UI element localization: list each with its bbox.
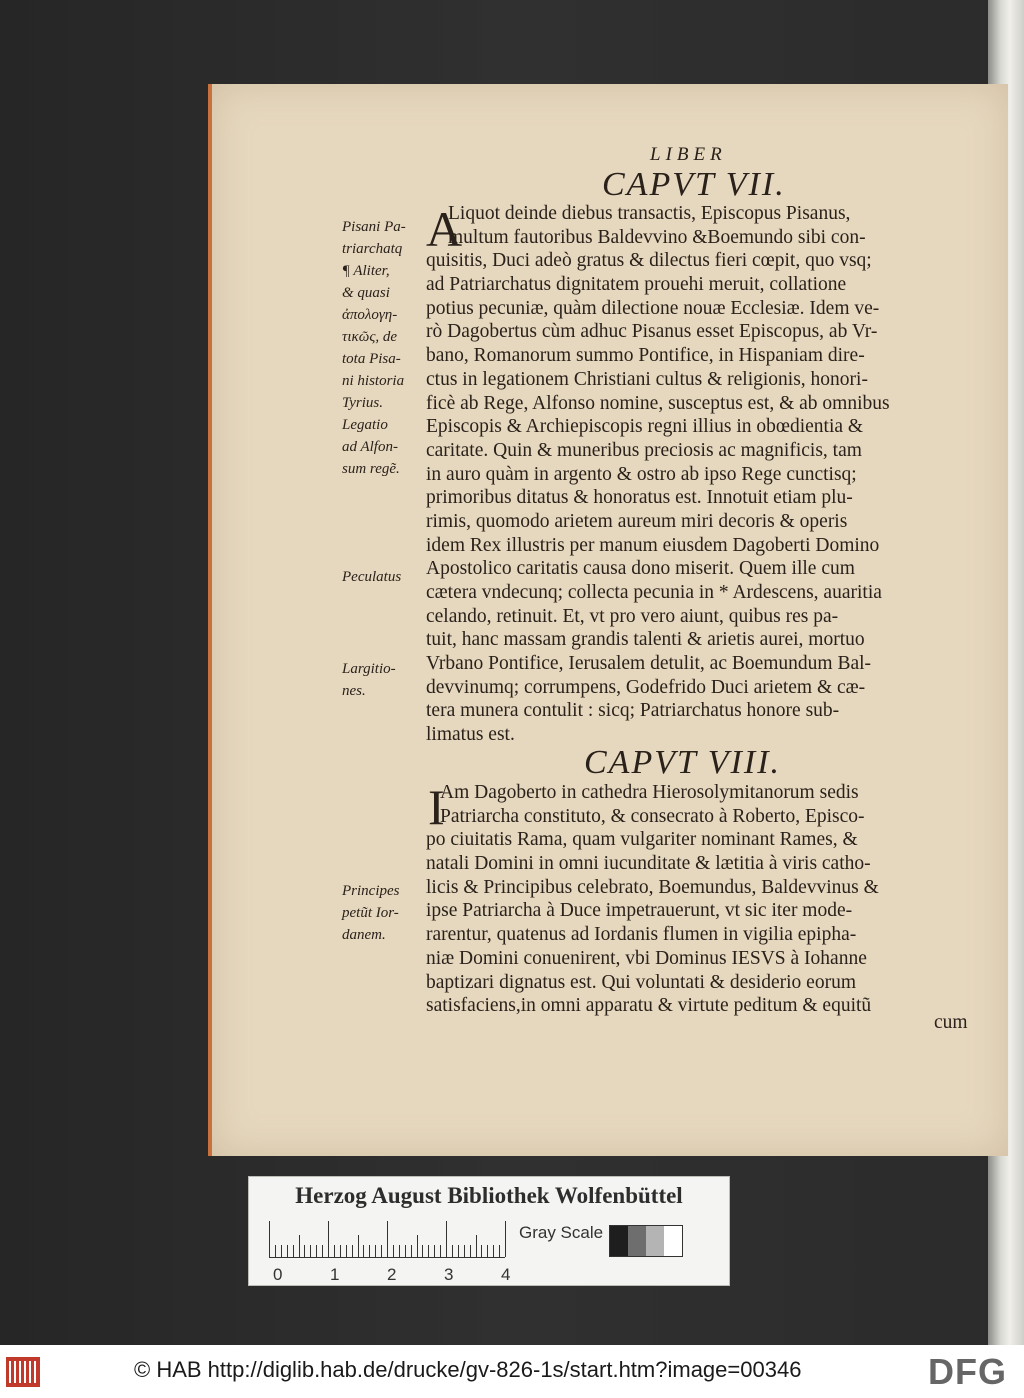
ruler-tick bbox=[328, 1221, 329, 1257]
text-line: po ciuitatis Rama, quam vulgariter nominant Rames, & bbox=[426, 829, 858, 851]
marginal-note-line: & quasi bbox=[342, 285, 390, 301]
ruler-tick bbox=[411, 1245, 412, 1257]
marginal-note-line: sum regẽ. bbox=[342, 461, 400, 477]
ruler-tick bbox=[458, 1245, 459, 1257]
catchword: cum bbox=[934, 1012, 968, 1033]
ruler-tick bbox=[269, 1221, 270, 1257]
text-line: tera munera contulit : sicq; Patriarchatus honore sub- bbox=[426, 700, 840, 722]
text-line: caritate. Quin & muneribus preciosis ac magnificis, tam bbox=[426, 439, 862, 461]
ruler-tick bbox=[417, 1235, 418, 1257]
marginal-note bbox=[342, 216, 426, 480]
text-line: natali Domini in omni iucunditate & lætitia à viris catho- bbox=[426, 853, 871, 875]
measurement-ruler bbox=[269, 1221, 505, 1258]
ruler-tick bbox=[340, 1245, 341, 1257]
marginal-note-line: tota Pisa- bbox=[342, 351, 401, 367]
ruler-tick bbox=[499, 1245, 500, 1257]
text-line: in auro quàm in argento & ostro ab ipso Rege cunctisq; bbox=[426, 463, 857, 485]
attribution-link[interactable]: © HAB http://diglib.hab.de/drucke/gv-826-1s/start.htm?image=00346 bbox=[134, 1357, 802, 1382]
text-line: Liquot deinde diebus transactis, Episcopus Pisanus, bbox=[448, 203, 851, 224]
marginal-note-line: Largitio- bbox=[342, 661, 396, 677]
marginal-note-line: danem. bbox=[342, 927, 386, 943]
ruler-tick bbox=[381, 1245, 382, 1257]
ruler-tick bbox=[299, 1235, 300, 1257]
ruler-tick bbox=[422, 1245, 423, 1257]
text-line: idem Rex illustris per manum eiusdem Dagoberti Domino bbox=[426, 534, 880, 556]
hab-logo-icon bbox=[6, 1355, 40, 1389]
marginal-note-line: Peculatus bbox=[342, 569, 402, 585]
chapter-7-drop-cap: A bbox=[426, 201, 463, 257]
ruler-number: 1 bbox=[330, 1265, 340, 1284]
chapter-7-title: CAPVT VII. bbox=[602, 166, 786, 203]
dfg-logo: DFG bbox=[928, 1351, 1007, 1392]
ruler-tick bbox=[487, 1245, 488, 1257]
ruler-numbers bbox=[249, 1265, 519, 1285]
text-line: rimis, quomodo arietem aureum miri decoris & operis bbox=[426, 510, 848, 532]
text-line: ficè ab Rege, Alfonso nomine, susceptus est, & ab omnibus bbox=[426, 392, 890, 414]
ruler-tick bbox=[316, 1245, 317, 1257]
ruler-tick bbox=[346, 1245, 347, 1257]
marginal-note-line: ¶ Aliter, bbox=[342, 263, 390, 279]
ruler-tick bbox=[434, 1245, 435, 1257]
ruler-tick bbox=[304, 1245, 305, 1257]
ruler-tick bbox=[470, 1245, 471, 1257]
ruler-number: 0 bbox=[273, 1265, 283, 1284]
ruler-tick bbox=[293, 1245, 294, 1257]
marginal-note-line: τικῶς, de bbox=[342, 329, 398, 345]
text-line: potius pecuniæ, quàm dilectione nouæ Ecclesiæ. Idem ve- bbox=[426, 297, 880, 319]
ruler-tick bbox=[440, 1245, 441, 1257]
marginal-note-line: ad Alfon- bbox=[342, 439, 398, 455]
chapter-8-title: CAPVT VIII. bbox=[584, 744, 782, 781]
marginal-note-line: ἀπολογη- bbox=[342, 307, 398, 323]
ruler-number: 4 bbox=[501, 1265, 511, 1284]
ruler-tick bbox=[464, 1245, 465, 1257]
ruler-tick bbox=[399, 1245, 400, 1257]
text-line: ctus in legationem Christiani cultus & religionis, honori- bbox=[426, 368, 868, 390]
marginal-note-line: ni historia bbox=[342, 373, 405, 389]
color-scale-card bbox=[248, 1176, 730, 1286]
text-line: rarentur, quatenus ad Iordanis flumen in vigilia epipha- bbox=[426, 924, 857, 946]
ruler-tick bbox=[505, 1221, 506, 1257]
text-line: Am Dagoberto in cathedra Hierosolymitanorum sedis bbox=[440, 782, 859, 803]
ruler-tick bbox=[393, 1245, 394, 1257]
text-line: limatus est. bbox=[426, 724, 515, 746]
chapter-8-text bbox=[426, 781, 966, 1018]
text-line: Vrbano Pontifice, Ierusalem detulit, ac Boemundum Bal- bbox=[426, 653, 872, 675]
ruler-tick bbox=[493, 1245, 494, 1257]
ruler-tick bbox=[452, 1245, 453, 1257]
ruler-tick bbox=[322, 1245, 323, 1257]
marginal-note-line: Tyrius. bbox=[342, 395, 383, 411]
text-line: cætera vndecunq; collecta pecunia in * Ardescens, auaritia bbox=[426, 582, 882, 603]
text-line: multum fautoribus Baldevvino &Boemundo sibi con- bbox=[448, 226, 866, 248]
ruler-tick bbox=[363, 1245, 364, 1257]
text-line: Episcopis & Archiepiscopis regni illius in obœdientia & bbox=[426, 416, 864, 438]
library-name: Herzog August Bibliothek Wolfenbüttel bbox=[295, 1183, 683, 1208]
gray-swatch bbox=[610, 1226, 628, 1256]
ruler-tick bbox=[387, 1221, 388, 1257]
marginal-note-line: Principes bbox=[342, 883, 400, 899]
gray-swatch bbox=[646, 1226, 664, 1256]
text-line: primoribus ditatus & honoratus est. Innotuit etiam plu- bbox=[426, 487, 853, 509]
text-line: bano, Romanorum summo Pontifice, in Hispaniam dire- bbox=[426, 345, 865, 367]
ruler-tick bbox=[358, 1235, 359, 1257]
marginal-note bbox=[342, 566, 426, 588]
text-line: tuit, hanc massam grandis talenti & arietis aurei, mortuo bbox=[426, 629, 865, 651]
gray-swatch bbox=[628, 1226, 646, 1256]
chapter-7-text bbox=[426, 202, 966, 747]
chapter-8-drop-cap: I bbox=[428, 779, 445, 835]
ruler-tick bbox=[446, 1221, 447, 1257]
ruler-tick bbox=[428, 1245, 429, 1257]
running-head: LIBER bbox=[650, 144, 727, 165]
gray-swatch bbox=[664, 1226, 682, 1256]
text-line: baptizari dignatus est. Qui voluntati & desiderio eorum bbox=[426, 971, 856, 993]
marginal-note-line: nes. bbox=[342, 683, 366, 699]
text-line: Apostolico caritatis causa dono miserit. Quem ille cum bbox=[426, 558, 855, 580]
ruler-tick bbox=[375, 1245, 376, 1257]
text-line: celando, retinuit. Et, vt pro vero aiunt, quibus res pa- bbox=[426, 605, 839, 627]
ruler-tick bbox=[405, 1245, 406, 1257]
marginal-note-line: Legatio bbox=[342, 417, 388, 433]
marginal-note bbox=[342, 658, 426, 702]
text-line: licis & Principibus celebrato, Boemundus, Baldevvinus & bbox=[426, 876, 879, 898]
text-line: niæ Domini conuenirent, vbi Dominus IESVS à Iohanne bbox=[426, 947, 867, 969]
text-line: quisitis, Duci adeò gratus & dilectus fieri cœpit, quo vsq; bbox=[426, 250, 872, 272]
book-page bbox=[208, 84, 1008, 1156]
gray-scale-swatches bbox=[609, 1225, 683, 1257]
text-line: Patriarcha constituto, & consecrato à Roberto, Episco- bbox=[440, 805, 865, 827]
text-line: ad Patriarchatus dignitatem prouehi meruit, collatione bbox=[426, 274, 847, 296]
text-line: ipse Patriarcha à Duce impetrauerunt, vt sic iter mode- bbox=[426, 900, 853, 922]
marginal-note-line: triarchatq bbox=[342, 241, 403, 257]
ruler-number: 2 bbox=[387, 1265, 397, 1284]
ruler-tick bbox=[310, 1245, 311, 1257]
text-line: devvinumq; corrumpens, Godefrido Duci arietem & cæ- bbox=[426, 676, 866, 698]
marginal-note-line: Pisani Pa- bbox=[342, 219, 406, 235]
ruler-number: 3 bbox=[444, 1265, 454, 1284]
marginal-note bbox=[342, 880, 426, 946]
text-line: rò Dagobertus cùm adhuc Pisanus esset Episcopus, ab Vr- bbox=[426, 321, 878, 343]
ruler-tick bbox=[287, 1245, 288, 1257]
ruler-tick bbox=[369, 1245, 370, 1257]
ruler-tick bbox=[281, 1245, 282, 1257]
text-line: satisfaciens,in omni apparatu & virtute peditum & equitũ bbox=[426, 995, 872, 1017]
ruler-tick bbox=[352, 1245, 353, 1257]
footer-bar bbox=[0, 1345, 1024, 1398]
ruler-tick bbox=[275, 1245, 276, 1257]
ruler-tick bbox=[481, 1245, 482, 1257]
ruler-tick bbox=[476, 1235, 477, 1257]
marginal-note-line: petũt Ior- bbox=[342, 905, 399, 921]
ruler-tick bbox=[334, 1245, 335, 1257]
gray-scale-label: Gray Scale bbox=[519, 1223, 604, 1242]
